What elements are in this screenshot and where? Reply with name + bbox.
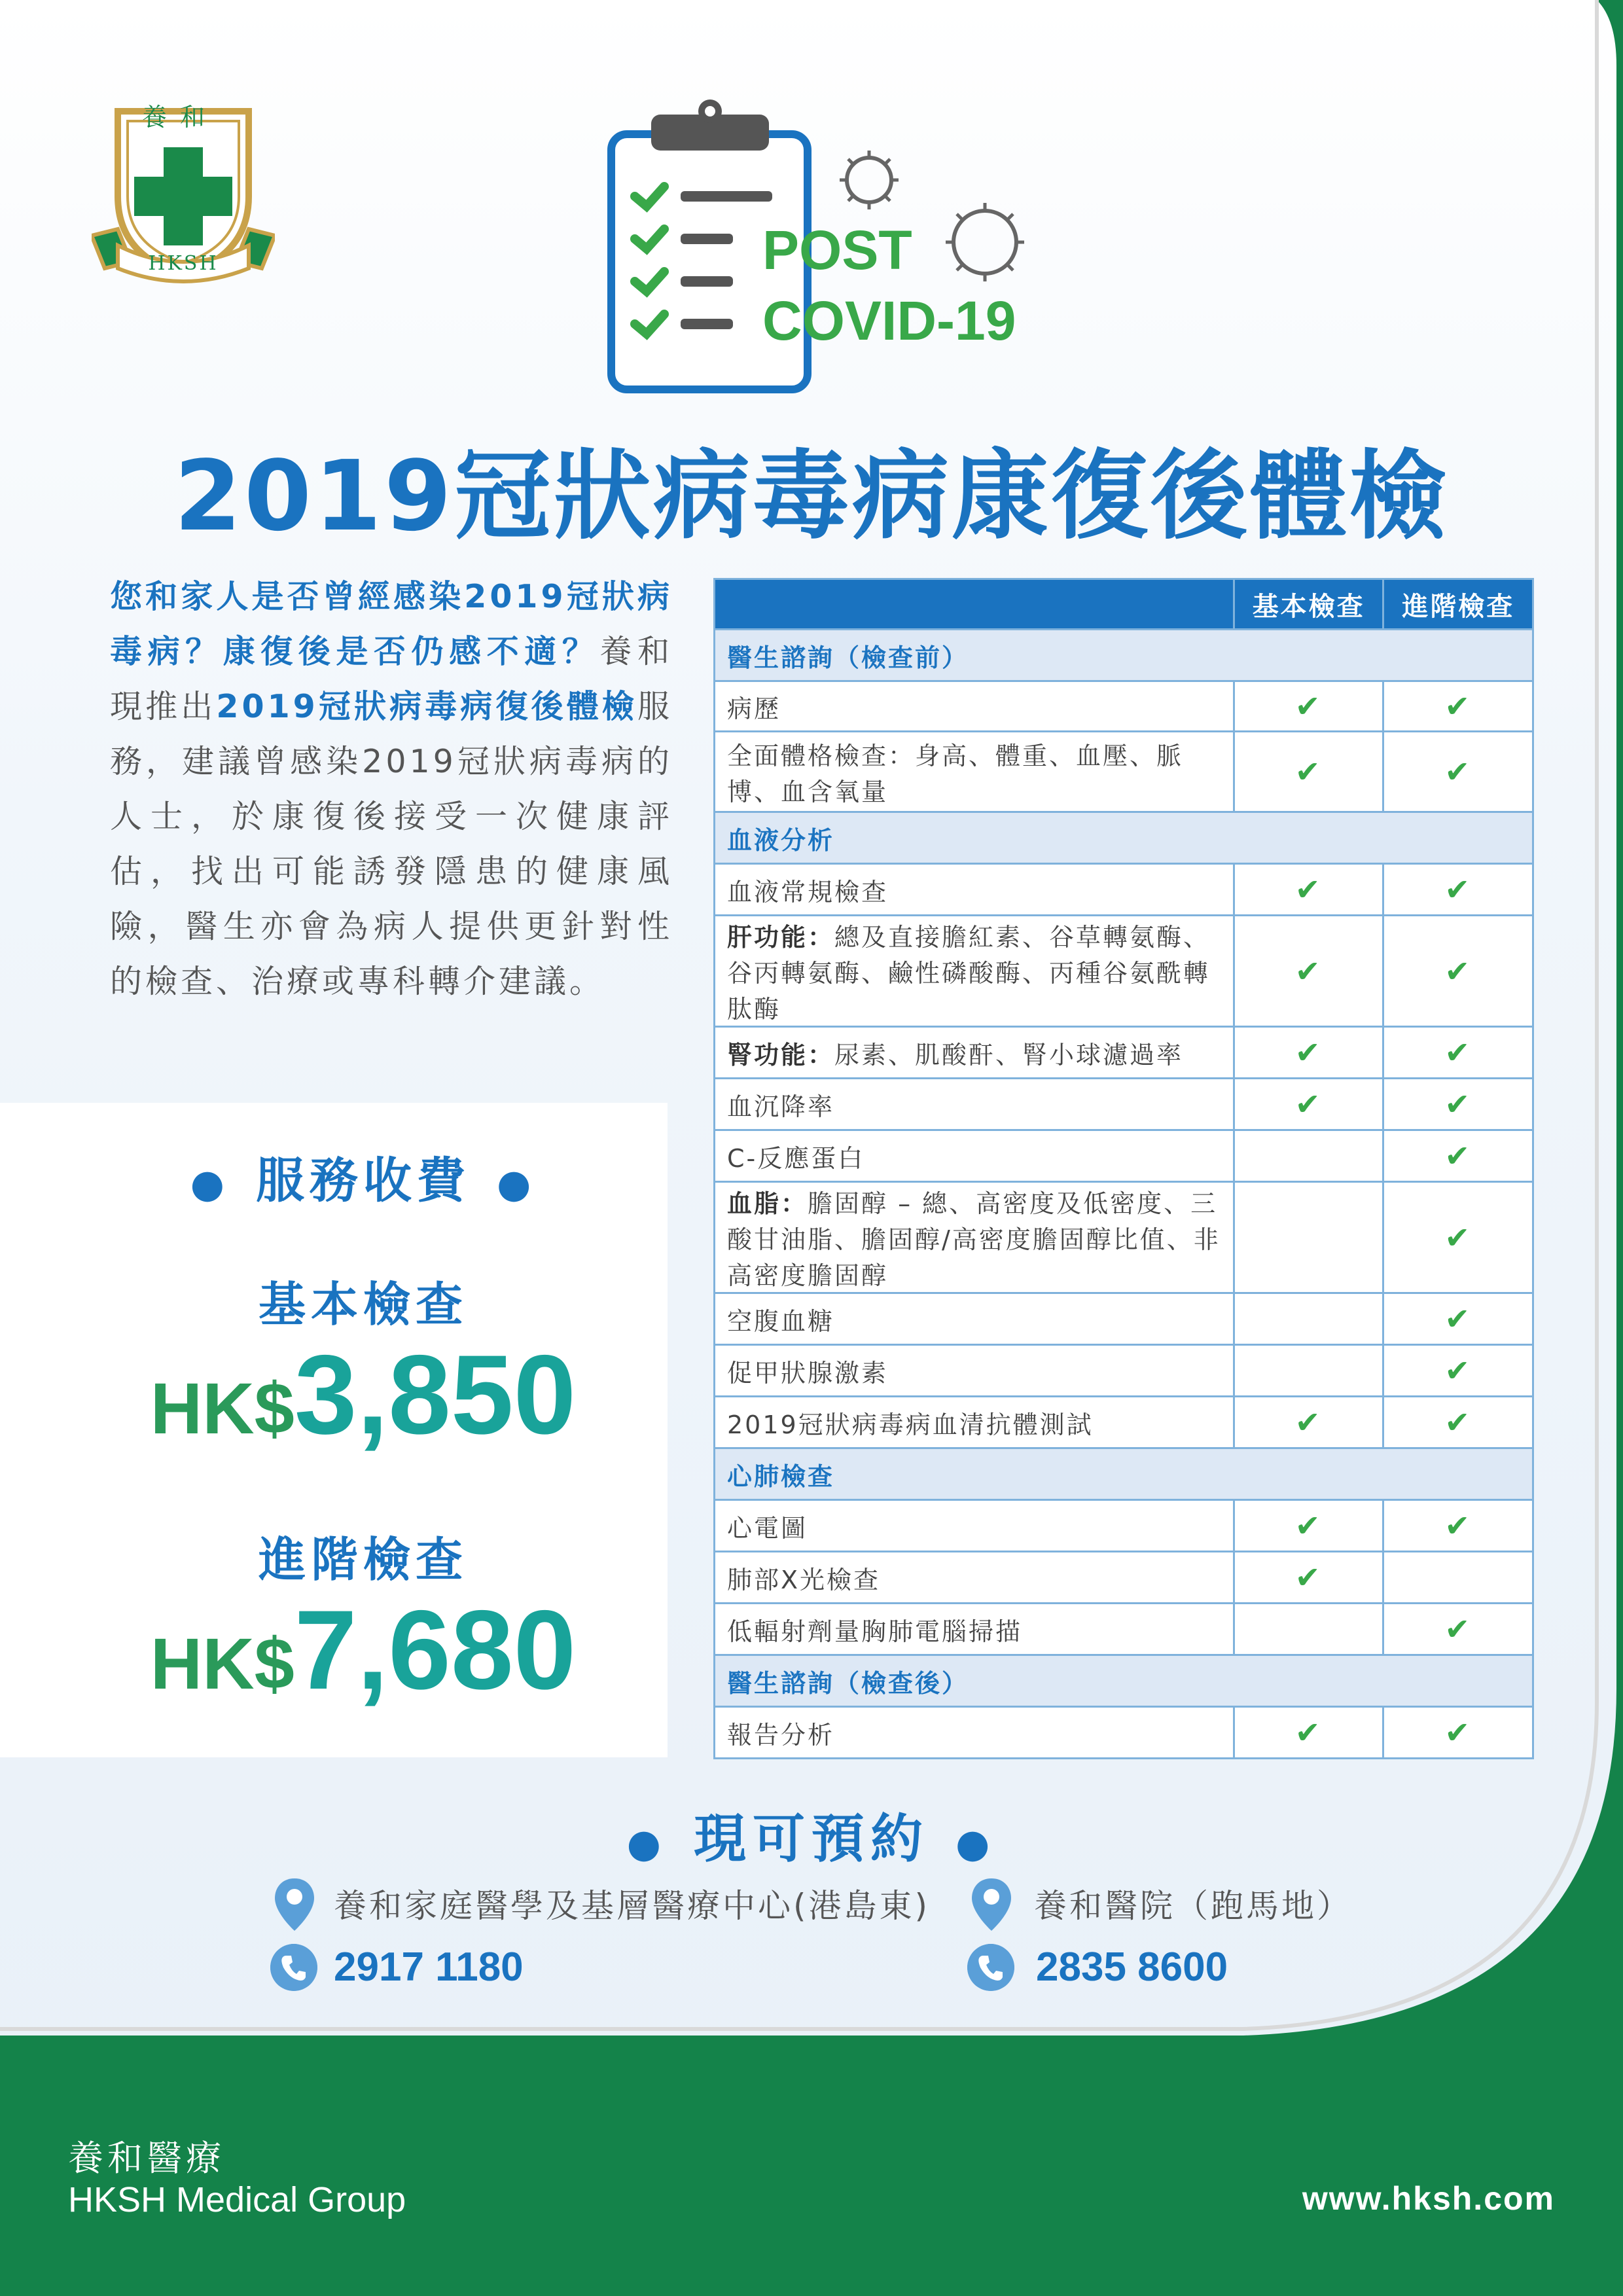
phone-icon [270,1944,317,1991]
table-row: 報告分析 ✔ ✔ [715,1707,1533,1759]
phone-1[interactable]: 2917 1180 [334,1945,524,1990]
footer-brand-en: HKSH Medical Group [68,2180,406,2219]
intro-text-1: 養和現推出 [110,633,673,725]
table-row: 血沉降率 ✔ ✔ [715,1079,1533,1130]
col-advanced: 進階檢查 [1383,579,1533,630]
check-icon: ✔ [1294,872,1323,907]
page-title: 2019冠狀病毒病康復後體檢 [174,440,1449,552]
check-icon: ✔ [1444,1405,1472,1440]
advanced-plan-price [0,1587,726,1713]
check-icon: ✔ [1294,1715,1323,1750]
covid-label: COVID-19 [762,290,1016,351]
location-1: 養和家庭醫學及基層醫療中心(港島東) [334,1887,931,1925]
section-row: 醫生諮詢（檢查後） [715,1655,1533,1707]
booking-heading-text: 現可預約 [694,1808,929,1869]
table-row: 全面體格檢查：身高、體重、血壓、脈博、血含氧量 ✔ ✔ [715,732,1533,812]
location-2: 養和醫院（跑馬地） [1034,1887,1352,1925]
basic-plan-price [0,1332,726,1458]
check-icon: ✔ [1294,953,1323,989]
checkup-table [713,578,1534,1759]
check-icon: ✔ [1444,754,1472,789]
footer-brand-cn: 養和醫療 [68,2138,225,2179]
intro-paragraph [110,569,673,1009]
phone-icon [967,1944,1014,1991]
check-icon: ✔ [1294,1405,1323,1440]
amount: 3,850 [294,1332,577,1458]
col-basic: 基本檢查 [1234,579,1383,630]
table-row: 空腹血糖 ✔ [715,1293,1533,1345]
fee-heading-text: 服務收費 [256,1153,471,1209]
table-row: 心電圖 ✔ ✔ [715,1500,1533,1552]
check-icon: ✔ [1294,1086,1323,1122]
bullet-icon: ● [626,1821,668,1867]
booking-heading [0,1797,1623,1872]
check-icon: ✔ [1444,1611,1472,1647]
table-row: 2019冠狀病毒病血清抗體測試 ✔ ✔ [715,1397,1533,1448]
check-icon: ✔ [1294,689,1323,724]
phone-2[interactable]: 2835 8600 [1036,1945,1228,1990]
check-icon: ✔ [1444,872,1472,907]
bullet-icon: ● [955,1821,997,1867]
currency: HK$ [150,1624,294,1704]
table-row: 腎功能：尿素、肌酸酐、腎小球濾過率 ✔ ✔ [715,1027,1533,1079]
table-row: 病歷 ✔ ✔ [715,681,1533,732]
basic-plan-label: 基本檢查 [258,1277,468,1332]
check-icon: ✔ [1444,1219,1472,1255]
table-header [715,579,1533,630]
check-icon: ✔ [1444,1715,1472,1750]
check-icon: ✔ [1444,1301,1472,1336]
logo-text-top: 養和 [141,103,218,132]
location-pin-icon [272,1875,317,1934]
currency: HK$ [150,1369,294,1449]
table-row: 肺部X光檢查 ✔ [715,1552,1533,1604]
advanced-plan-label: 進階檢查 [258,1532,468,1587]
intro-question: 您和家人是否曾經感染2019冠狀病毒病？康復後是否仍感不適？ [110,578,673,670]
footer [0,2045,1623,2296]
check-icon: ✔ [1444,1086,1472,1122]
check-icon: ✔ [1444,689,1472,724]
location-pin-icon [969,1875,1014,1934]
bullet-icon: ● [497,1161,537,1207]
check-icon: ✔ [1444,1353,1472,1388]
amount: 7,680 [294,1587,577,1713]
section-row: 血液分析 [715,812,1533,864]
check-icon: ✔ [1444,953,1472,989]
table-row: 血液常規檢查 ✔ ✔ [715,864,1533,916]
table-row: 低輻射劑量胸肺電腦掃描 ✔ [715,1604,1533,1655]
section-row: 心肺檢查 [715,1448,1533,1500]
check-icon: ✔ [1294,754,1323,789]
table-row: 血脂：膽固醇 – 總、高密度及低密度、三酸甘油脂、膽固醇/高密度膽固醇比值、非高密度膽固醇 ✔ [715,1182,1533,1293]
check-icon: ✔ [1294,1560,1323,1595]
check-icon: ✔ [1444,1035,1472,1070]
section-row: 醫生諮詢（檢查前） [715,630,1533,681]
intro-service-name: 2019冠狀病毒病復後體檢 [216,688,637,725]
table-row: 促甲狀腺激素 ✔ [715,1345,1533,1397]
intro-text-2: 服務，建議曾感染2019冠狀病毒病的人士，於康復後接受一次健康評估，找出可能誘發隱患的健康風險，醫生亦會為病人提供更針對性的檢查、治療或專科轉介建議。 [110,688,673,1000]
post-label: POST [762,219,912,281]
check-icon: ✔ [1294,1508,1323,1543]
fee-heading [0,1142,726,1211]
check-icon: ✔ [1444,1508,1472,1543]
check-icon: ✔ [1294,1035,1323,1070]
table-row: C-反應蛋白 ✔ [715,1130,1533,1182]
table-row: 肝功能：總及直接膽紅素、谷草轉氨酶、谷丙轉氨酶、鹼性磷酸酶、丙種谷氨酰轉肽酶 ✔ ✔ [715,916,1533,1027]
footer-website-link[interactable]: www.hksh.com [1302,2180,1555,2217]
check-icon: ✔ [1444,1138,1472,1174]
bullet-icon: ● [190,1161,230,1207]
logo-text-bottom: HKSH [148,252,219,275]
